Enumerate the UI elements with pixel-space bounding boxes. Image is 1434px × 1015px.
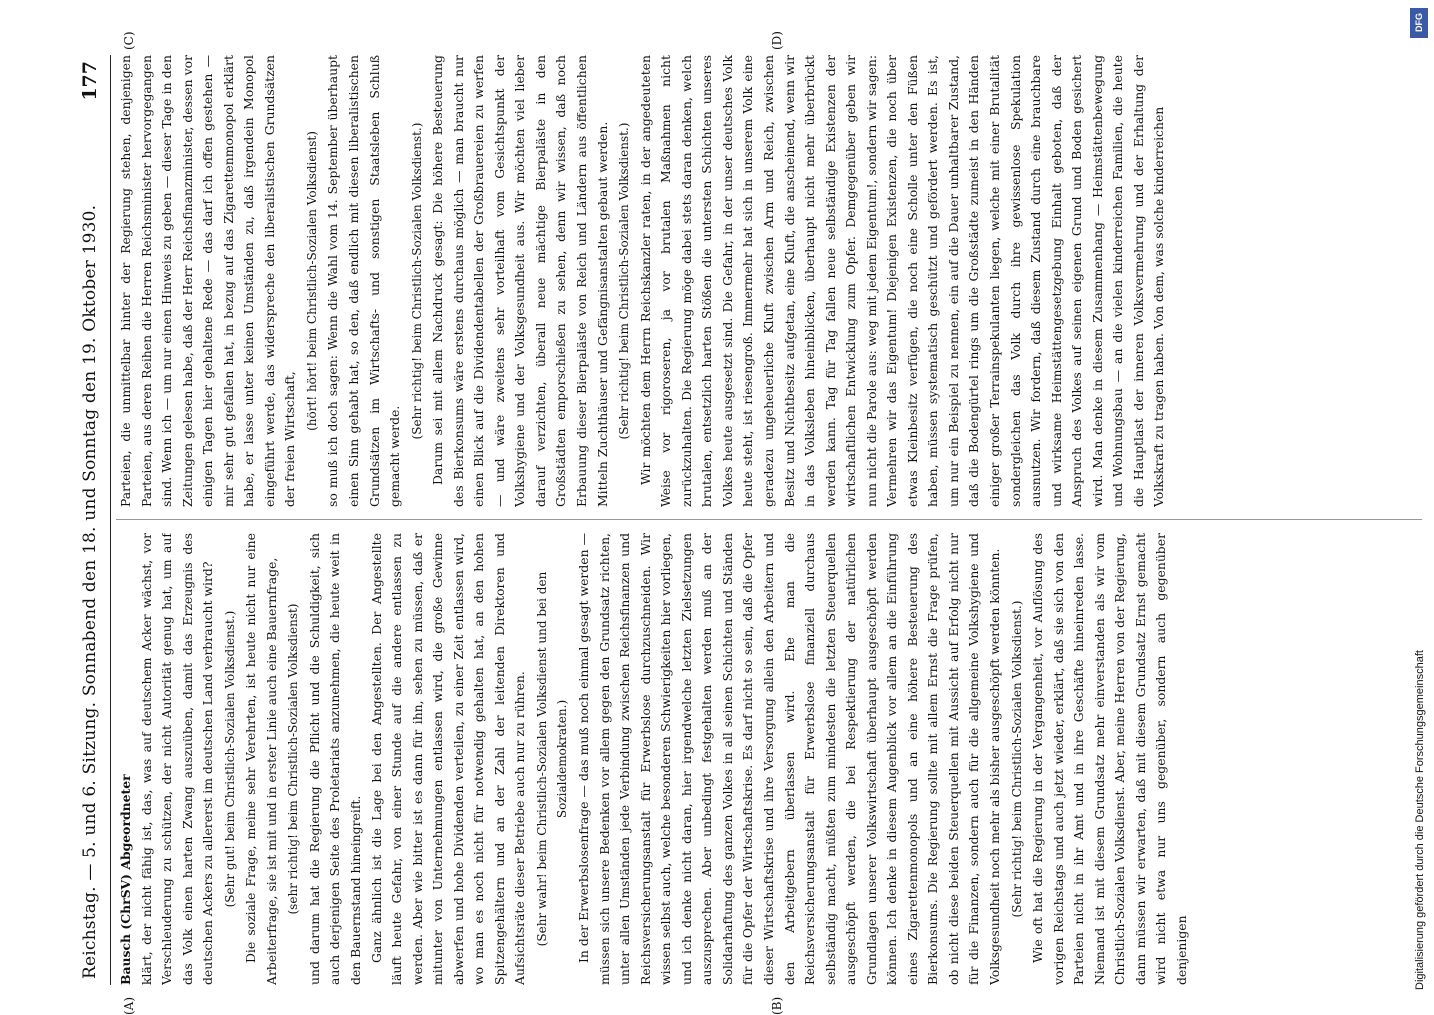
right-column bbox=[116, 55, 1422, 507]
paragraph: Parteien, die unmittelbar hinter der Regierung stehen, denjenigen Parteien, aus deren Reihen die Herren Reichsminister hervorgegangen sind. Wenn ich — um nur einen Hinweis zu geben — dieser Tage in den Zeitungen gelesen habe, daß der Herr Reichsfinanzminister, dessen vor einigen Tagen hier gehaltene Rede — das darf ich offen gestehen — mir sehr gut gefallen hat, in bezug auf das Zigarettenmonopol erklärt habe, er lasse unter keinen Umständen zu, daß irgendein Monopol eingeführt werde, das widerspreche den liberalistischen Grundsätzen der freien Wirtschaft, bbox=[118, 55, 298, 507]
paragraph: In der Erwerbslosenfrage — das muß noch einmal gesagt werden — müssen sich unsere Bedenken vor allem gegen den Grundsatz richten, unter allen Umständen jede Verbindung zwischen Reichsfinanzen und Reichsversicherungsanstalt für Erwerbslose durchzuschneiden. Wir wissen selbst auch, welche besonderen Schwierigkeiten hier vorliegen, und ich denke nicht daran, hier irgendwelche letzten Zielsetzungen auszusprechen. Aber unbedingt festgehalten werden muß an der Solidarhaftung des ganzen Volkes in all seinen Schichten und Ständen für die Opfer der Wirtschaftskrise. Es darf nicht so sein, daß die Opfer dieser Wirtschaftskrise und ihre Versorgung allein den Arbeitern und den Arbeitgebern überlassen wird. Ehe man die Reichsversicherungsanstalt für Erwerbslose finanziell durchaus selbständig macht, müßten zum mindesten die letzten Steuerquellen ausgeschöpft werden, die bei Respektierung der natürlichen Grundlagen unserer Volkswirtschaft überhaupt ausgeschöpft werden können. Ich denke in diesem Augenblick vor allem an die Einführung eines Zigarettenmonopols und an eine höhere Besteuerung des Bierkonsums. Die Regierung sollte mit allem Ernst die Frage prüfen, ob nicht diese beiden Steuerquellen mit Aussicht auf Erfolg nicht nur für die Finanzen, sondern auch für die allgemeine Volkshygiene und Volksgesundheit noch mehr als bisher ausgeschöpft werden könnten. bbox=[576, 533, 1002, 985]
running-header bbox=[70, 55, 111, 985]
paragraph: und darum hat die Regierung die Pflicht und die Schuldigkeit, sich auch derjenigen Seite des Proletariats anzunehmen, die heute weit in den Bauernstand hineingreift. bbox=[306, 533, 364, 985]
speaker-line: Bausch (ChrSV) Abgeordneter bbox=[118, 774, 133, 985]
column-divider bbox=[116, 519, 1422, 520]
margin-marker-b: (B) bbox=[770, 996, 784, 1015]
margin-marker-d: (D) bbox=[770, 31, 784, 50]
header-runner: Reichstag. — 5. und 6. Sitzung. Sonnabend den 18. und Sonntag den 19. Oktober 1930. bbox=[80, 204, 100, 979]
page-number: 177 bbox=[79, 61, 101, 101]
margin-marker-c: (C) bbox=[122, 31, 136, 50]
interjection: (Sehr gut! beim Christlich-Sozialen Volksdienst.) bbox=[222, 610, 237, 908]
interjection: (sehr richtig! beim Christlich-Sozialen Volksdienst) bbox=[286, 603, 301, 915]
paragraph: klärt, der nicht fähig ist, das, was auf deutschem Acker wächst, vor Verschleuderung zu schützen, der nicht Autorität genug hat, um auf das Volk einen harten Zwang auszuüben, damit das Erzeugnis des deutschen Ackers zu allererst im deutschen Land verbraucht wird? bbox=[138, 533, 216, 985]
dfg-logo: DFG bbox=[1410, 8, 1428, 38]
interjection: (hört! hört! beim Christlich-Sozialen Volksdienst) bbox=[304, 131, 319, 431]
paragraph: Die soziale Frage, meine sehr Verehrten, ist heute nicht nur eine Arbeiterfrage, sie ist mit und in erster Linie auch eine Bauernfrage, bbox=[243, 533, 279, 985]
paragraph: Wie oft hat die Regierung in der Vergangenheit, vor Auflösung des vorigen Reichstags und auch jetzt wieder, erklärt, daß sie sich von den Parteien nicht in ihr Amt und in ihre Geschäfte hineinreden lasse. Niemand ist mit diesem Grundsatz mehr einverstanden als wir vom Christlich-Sozialen Volksdienst. Aber, meine Herren von der Regierung, dann müssen wir erwarten, daß mit diesem Grundsatz Ernst gemacht wird nicht etwa nur uns gegenüber, sondern auch gegenüber denjenigen bbox=[1030, 533, 1189, 985]
margin-marker-a: (A) bbox=[122, 996, 136, 1015]
interjection: (Sehr richtig! beim Christlich-Sozialen Volksdienst.) bbox=[617, 122, 632, 440]
digitization-credit: Digitalisierung gefördert durch die Deutsche Forschungsgemeinschaft bbox=[1414, 650, 1426, 990]
paragraph: Ganz ähnlich ist die Lage bei den Angestellten. Der Angestellte läuft heute Gefahr, von einer Stunde auf die andere entlassen zu werden. Aber wie bitter ist es dann für ihn, sehen zu müssen, daß er mitunter von Unternehmungen entlassen wird, die große Gewinne abwerfen und hohe Dividenden verteilen, zu einer Zeit entlassen wird, wo man es noch nicht für notwendig gehalten hat, an den hohen Spitzengehältern und an der Zahl der leitenden Direktoren und Aufsichtsräte dieser Betriebe auch nur zu rühren. bbox=[368, 533, 528, 985]
rotated-page bbox=[70, 31, 1430, 1015]
paragraph: so muß ich doch sagen: Wenn die Wahl vom 14. September überhaupt einen Sinn gehabt hat, so den, daß endlich mit diesen liberalistischen Grundsätzen im Wirtschafts- und sonstigen Staatsleben Schluß gemacht werde. bbox=[325, 55, 403, 507]
interjection: (Sehr richtig! beim Christlich-Sozialen Volksdienst.) bbox=[1009, 600, 1024, 918]
paragraph: Wir möchten dem Herrn Reichskanzler raten, in der angedeuteten Weise vor rigoroseren, ja vor brutalen Maßnahmen nicht zurückzuhalten. Die Regierung möge dabei stets daran denken, welch brutalen, entsetzlich harten Stößen die untersten Schichten unseres Volkes heute ausgesetzt sind. Die Gefahr, in der unser deutsches Volk heute steht, ist riesengroß. Immermehr hat sich in unserem Volk eine geradezu ungeheuerliche Kluft zwischen Arm und Reich, zwischen Besitz und Nichtbesitz aufgetan, eine Kluft, die anscheinend, wenn wir in das Volksleben hineinblicken, überhaupt nicht mehr überbrückt werden kann. Tag für Tag fallen neue selbständige Existenzen der wirtschaftlichen Entwicklung zum Opfer. Demgegenüber geben wir nun nicht die Parole aus: weg mit jedem Eigentum!, sondern wir sagen: Vermehren wir das Eigentum! Diejenigen Existenzen, die noch über etwas Kleinbesitz verfügen, die noch eine Scholle unter den Füßen haben, müssen systematisch geschützt und gefördert werden. Es ist, um nur ein Beispiel zu nennen, ein auf die Dauer unhaltbarer Zustand, daß die Bodengürtel rings um die Großstädte zumeist in den Händen einiger großer Terrainspekulanten liegen, welche mit einer Brutalität sondergleichen das Volk durch ihre gewissenlose Spekulation ausnutzen. Wir fordern, daß diesem Zustand durch eine brauchbare und wirksame Heimstättengesetzgebung Einhalt geboten, daß der Anspruch des Volkes auf seinen eigenen Grund und Boden gesichert wird. Man denke in diesem Zusammenhang — Heimstättenbewegung und Wohnungsbau — an die vielen kinderreichen Familien, die heute die Hauptlast der inneren Volksvermehrung und der Erhaltung der Volkskraft zu tragen haben. Von dem, was solche kinderreichen bbox=[637, 55, 1167, 507]
left-column bbox=[116, 533, 1422, 985]
interjection: (Sehr wahr! beim Christlich-Sozialen Volksdienst und bei den Sozialdemokraten.) bbox=[534, 571, 570, 947]
interjection: (Sehr richtig! beim Christlich-Sozialen Volksdienst.) bbox=[409, 122, 424, 440]
paragraph: Darum sei mit allem Nachdruck gesagt: Die höhere Besteuerung des Bierkonsums wäre erstens durchaus möglich — man braucht nur einen Blick auf die Dividendentabellen der Großbrauereien zu werfen — und wäre zweitens sehr vorteilhaft vom Gesichtspunkt der Volkshygiene und der Volksgesundheit aus. Wir möchten viel lieber darauf verzichten, überall neue mächtige Bierpaläste in den Großstädten emporschießen zu sehen, denn wir wissen, daß noch Erbauung dieser Bierpaläste von Reich und Ländern aus öffentlichen Mitteln Zuchthäuser und Gefängnisanstalten gebaut werden. bbox=[430, 55, 610, 507]
